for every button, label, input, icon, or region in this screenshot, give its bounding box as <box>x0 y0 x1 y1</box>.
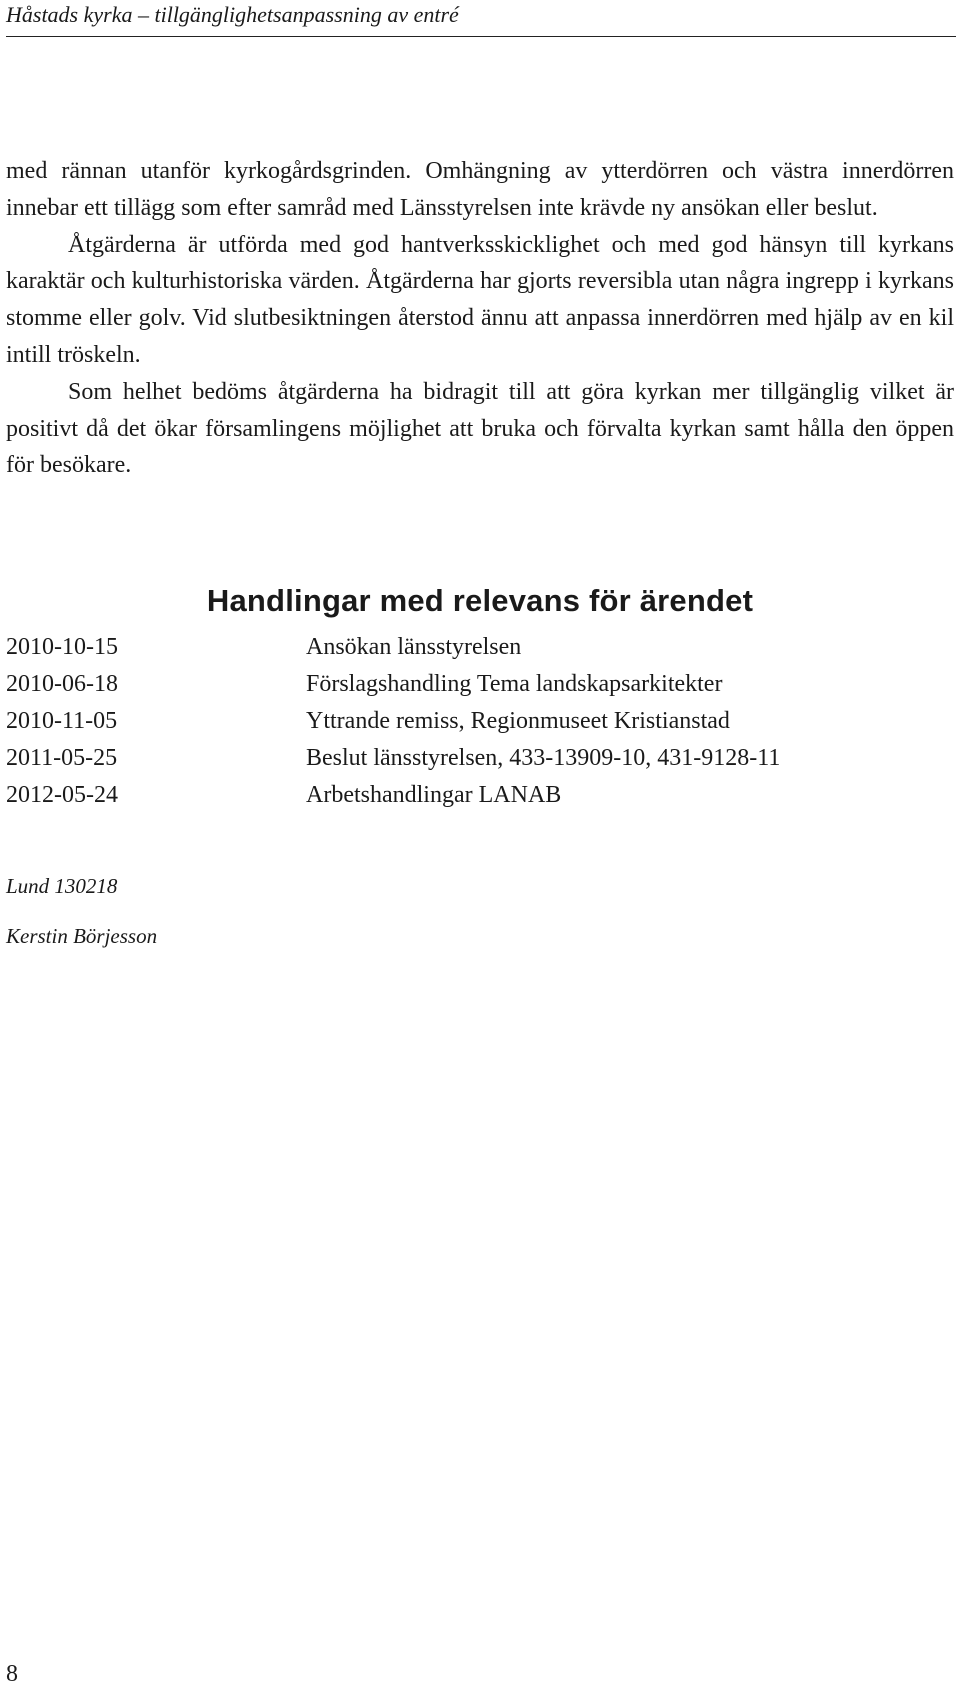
document-description: Beslut länsstyrelsen, 433-13909-10, 431-9128-11 <box>306 745 781 771</box>
paragraph-measures: Åtgärderna är utförda med god hantverksskicklighet och med god hänsyn till kyrkans karaktär och kulturhistoriska värden. Åtgärderna har gjorts reversibla utan några ingrepp i kyrkans stomme eller golv. Vid slutbesiktningen återstod ännu att anpassa innerdörren med hjälp av en kil intill tröskeln. <box>6 231 954 368</box>
document-date: 2012-05-24 <box>6 782 118 808</box>
documents-row <box>6 629 946 666</box>
document-date: 2010-06-18 <box>6 671 118 697</box>
body-text <box>6 153 954 484</box>
document-date: 2010-10-15 <box>6 634 118 660</box>
documents-row <box>6 666 946 703</box>
document-description: Arbetshandlingar LANAB <box>306 782 562 808</box>
documents-heading: Handlingar med relevans för ärendet <box>206 583 754 618</box>
documents-row <box>6 777 946 814</box>
document-description: Förslagshandling Tema landskapsarkitekter <box>306 671 723 697</box>
document-date: 2010-11-05 <box>6 708 118 734</box>
documents-row <box>6 740 946 777</box>
documents-row <box>6 703 946 740</box>
signature-name: Kerstin Börjesson <box>6 924 158 948</box>
document-description: Ansökan länsstyrelsen <box>306 634 522 660</box>
signature-place-date: Lund 130218 <box>6 874 118 898</box>
documents-list <box>6 629 946 814</box>
page-number: 8 <box>6 1661 18 1687</box>
document-description: Yttrande remiss, Regionmuseet Kristianstad <box>306 708 730 734</box>
paragraph-continuation: med rännan utanför kyrkogårdsgrinden. Omhängning av ytterdörren och västra innerdörren innebar ett tillägg som efter samråd med Länsstyrelsen inte krävde ny ansökan eller beslut. <box>6 158 954 221</box>
header-divider <box>6 36 956 37</box>
document-date: 2011-05-25 <box>6 745 118 771</box>
paragraph-assessment: Som helhet bedöms åtgärderna ha bidragit till att göra kyrkan mer tillgänglig vilket är positivt då det ökar församlingens möjlighet att bruka och förvalta kyrkan samt hålla den öppen för besökare. <box>6 378 954 479</box>
running-header-title: Håstads kyrka – tillgänglighetsanpassning av entré <box>6 2 459 27</box>
